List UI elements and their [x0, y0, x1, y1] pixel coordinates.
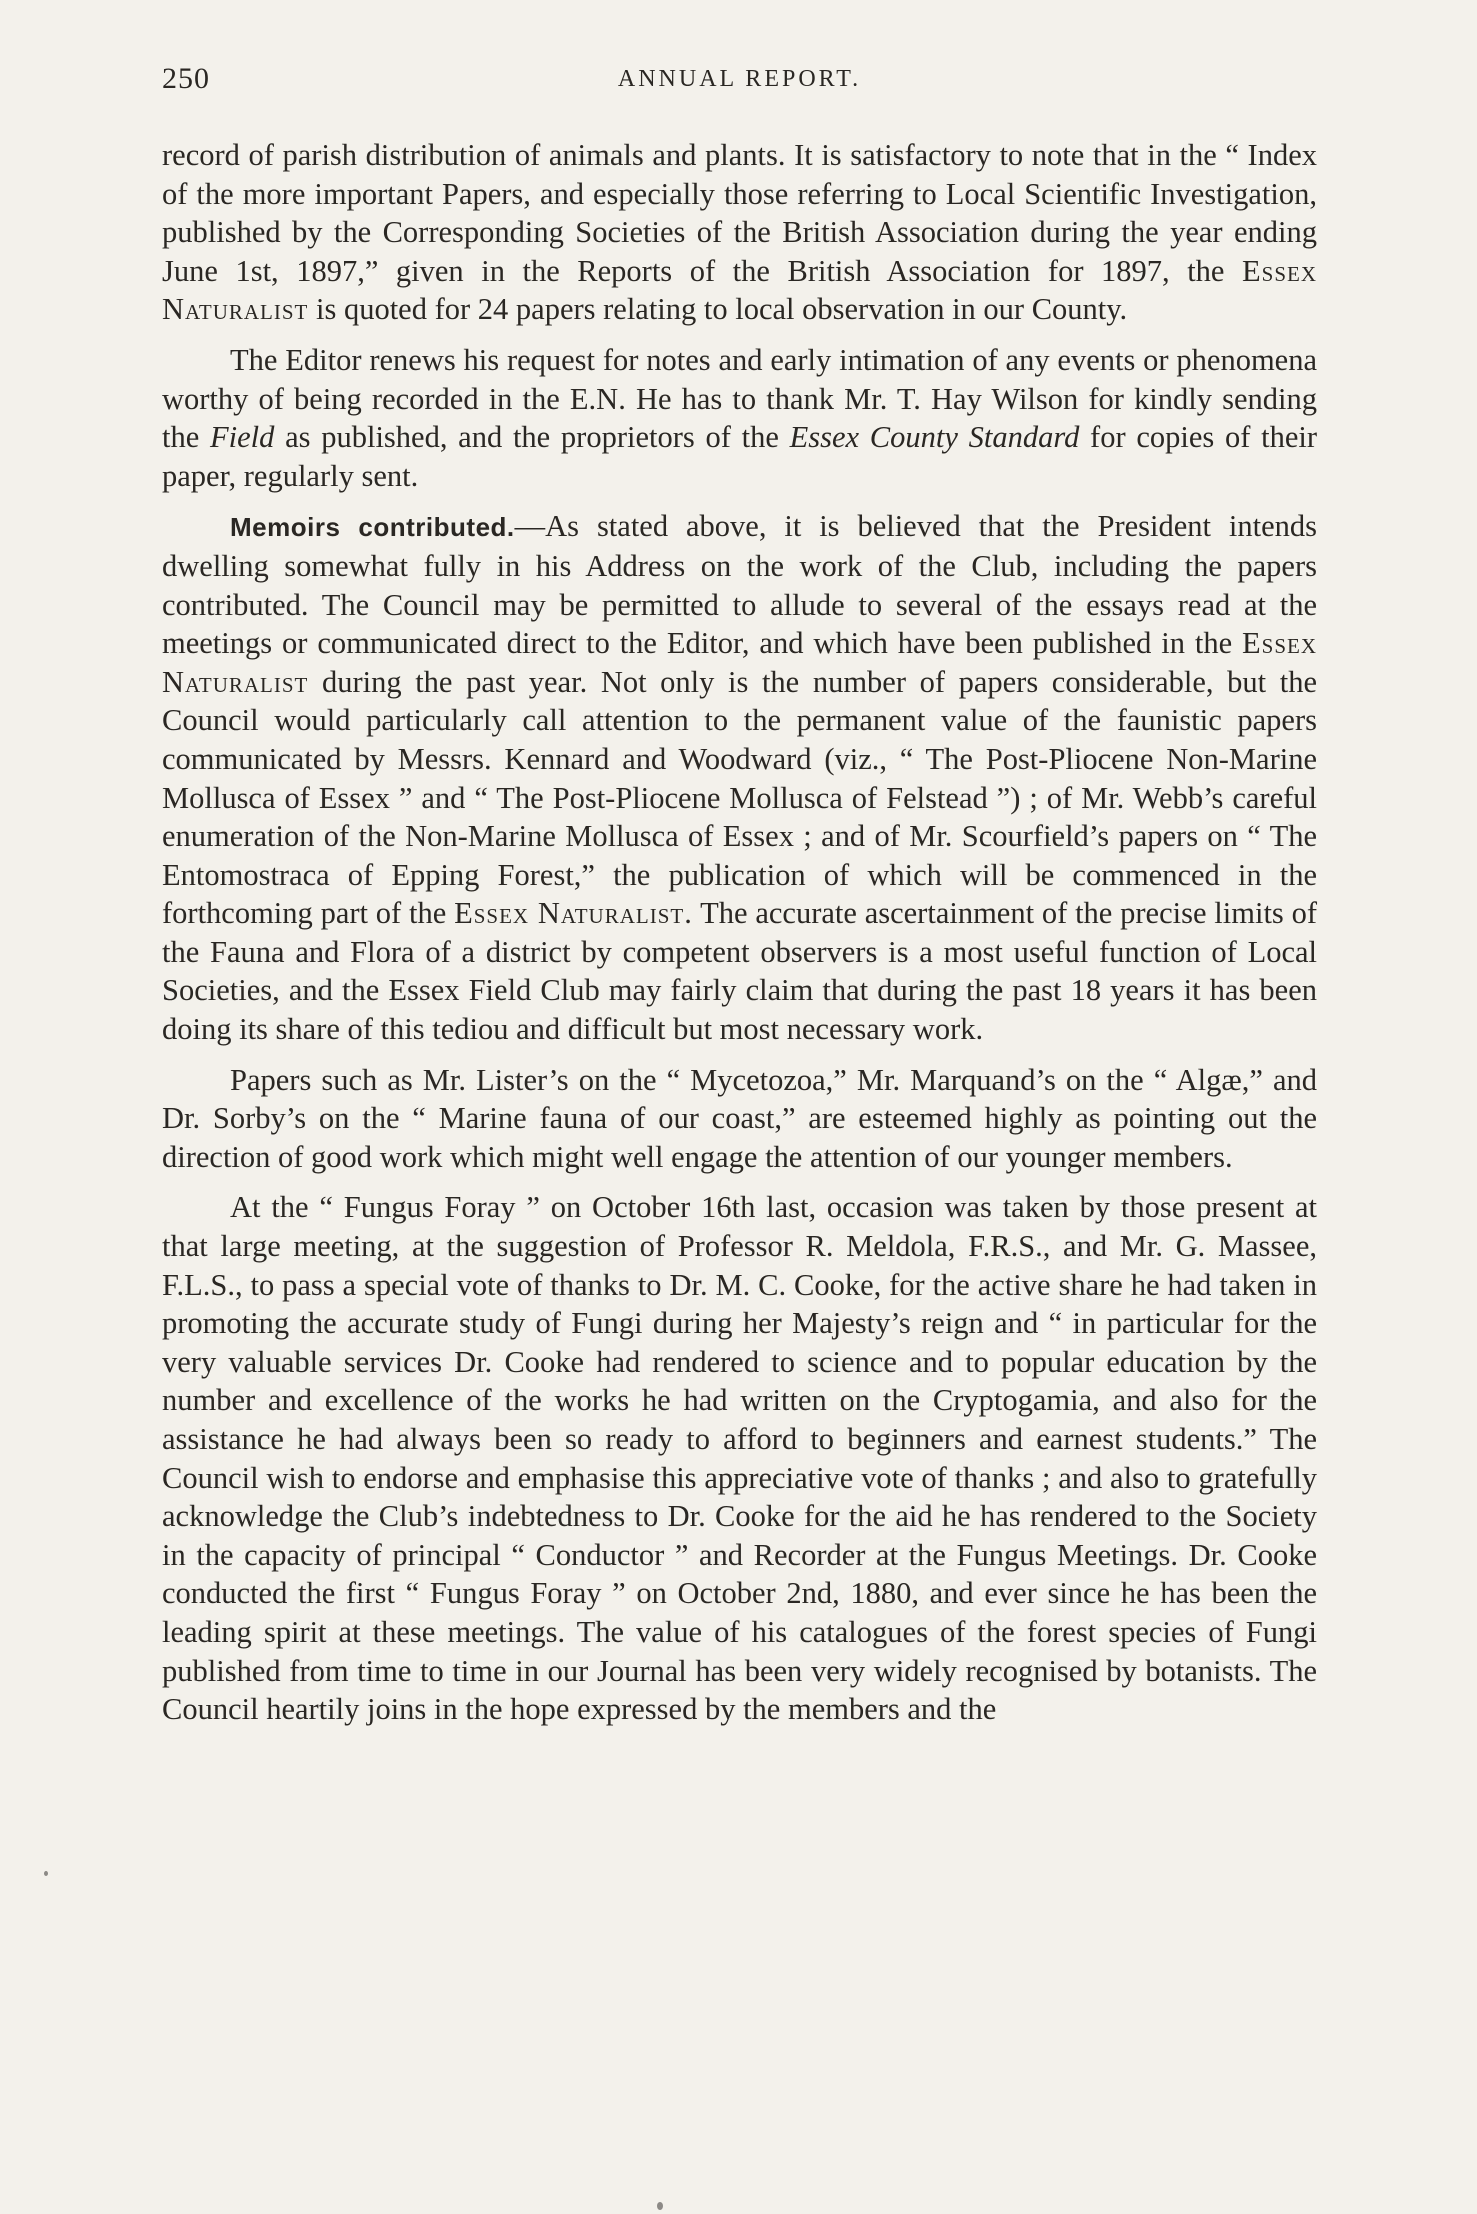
paper-speck [44, 1871, 48, 1876]
paragraph-papers-such-as [162, 1061, 1317, 1177]
paragraph-memoirs-contributed [162, 507, 1317, 1048]
journal-title-small-caps: Essex Naturalist [162, 253, 1317, 327]
running-head [162, 62, 1317, 102]
italic-publication-title: Essex County Standard [789, 420, 1080, 455]
text-run: for copies of their paper, regularly sent. [162, 420, 1318, 493]
text-run: The accurate ascertainment of the precise limits of the Fauna and Flora of a district by competent observers is a most useful function of Local Societies, and the Essex Field Club may fairly claim that during the past 18 years it has been doing its share of this tediou and difficult but most necessary work. [162, 896, 1318, 1047]
italic-publication-title: Field [210, 420, 275, 455]
text-run: At the “ Fungus Foray ” on October 16th last, occasion was taken by those present at that large meeting, at the suggestion of Professor R. Meldola, F.R.S., and Mr. G. Massee, F.L.S., to pass a special vote of thanks to Dr. M. C. Cooke, for the active share he had taken in promoting the accurate study of Fungi during her Majesty’s reign and “ in particular for the very valuable services Dr. Cooke had rendered to science and to popular education by the number and excellence of the works he had written on the Cryptogamia, and also for the assistance he had always been so ready to afford to beginners and earnest students.” The Council wish to endorse and emphasise this appreciative vote of thanks ; and also to gratefully acknowledge the Club’s indebtedness to Dr. Cooke for the aid he has rendered to the Society in the capacity of principal “ Conductor ” and Recorder at the Fungus Meetings. Dr. Cooke conducted the first “ Fungus Foray ” on October 2nd, 1880, and ever since he has been the leading spirit at these meetings. The value of his catalogues of the forest species of Fungi published from time to time in our Journal has been very widely recognised by botanists. The Council heartily joins in the hope expressed by the members and the [162, 1190, 1317, 1727]
text-run: —As stated above, it is believed that the President intends dwelling somewhat fully in his Address on the work of the Club, including the papers contributed. The Council may be permitted to allude to several of the essays read at the meetings or communicated direct to the Editor, and which have been published in the [162, 509, 1317, 661]
text-run: during the past year. Not only is the number of papers considerable, but the Council would particularly call attention to the permanent value of the faunistic papers communicated by Messrs. Kennard and Woodward (viz., “ The Post-Pliocene Non-Marine Mollusca of Essex ” and “ The Post-Pliocene Mollusca of Felstead ”) ; of Mr. Webb’s careful enumeration of the Non-Marine Mollusca of Essex ; and of Mr. Scourfield’s papers on “ The Entomostraca of Epping Forest,” the publication of which will be commenced in the forthcoming part of the [162, 664, 1317, 931]
section-heading: Memoirs contributed. [230, 512, 515, 543]
paper-speck [657, 2202, 663, 2210]
journal-title-small-caps: Essex Naturalist. [454, 896, 693, 931]
text-run: is quoted for 24 papers relating to local observation in our County. [308, 292, 1128, 327]
paragraph-fungus-foray [162, 1188, 1317, 1728]
running-title: ANNUAL REPORT. [617, 66, 862, 92]
journal-title-small-caps: Essex Naturalist [162, 626, 1317, 699]
paragraph-editor-request [162, 341, 1317, 495]
page-number: 250 [162, 62, 210, 95]
text-run: as published, and the proprietors of the [274, 420, 790, 455]
text-run: The Editor renews his request for notes and early intimation of any events or phenomena worthy of being recorded in the E.N. He has to thank Mr. T. Hay Wilson for kindly sending the [162, 342, 1317, 455]
body-text [162, 136, 1317, 1741]
paragraph-parish-distribution [162, 136, 1317, 329]
text-run: record of parish distribution of animals and plants. It is satisfactory to note that in the “ Index of the more important Papers, and especially those referring to Local Scientific Investigation, published by the Corresponding Societies of the British Association during the year ending June 1st, 1897,” given in the Reports of the British Association for 1897, the [162, 138, 1317, 288]
text-run: Papers such as Mr. Lister’s on the “ Mycetozoa,” Mr. Marquand’s on the “ Algæ,” and Dr. Sorby’s on the “ Marine fauna of our coast,” are esteemed highly as pointing out the direction of good work which might well engage the attention of our younger members. [162, 1062, 1317, 1174]
